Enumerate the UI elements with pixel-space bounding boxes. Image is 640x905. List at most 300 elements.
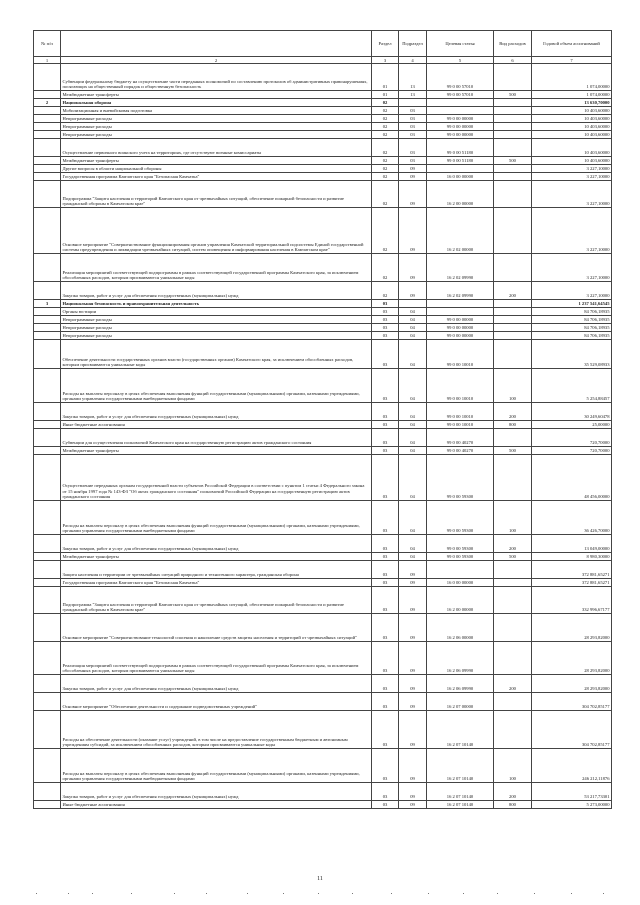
row-section: 02 — [372, 181, 399, 208]
row-name: Межбюджетные трансферты — [61, 91, 372, 99]
row-section: 03 — [372, 535, 399, 553]
row-section: 03 — [372, 749, 399, 783]
row-amount: 28 293,82000 — [532, 642, 612, 675]
row-number — [34, 157, 61, 165]
row-target-article: 99 0 00 40270 — [427, 447, 494, 455]
row-target-article: 99 0 00 00000 — [427, 115, 494, 123]
row-expense-type — [494, 254, 532, 282]
row-target-article: 99 0 00 10010 — [427, 421, 494, 429]
row-expense-type — [494, 455, 532, 501]
row-amount: 36 426,70000 — [532, 501, 612, 535]
row-section: 03 — [372, 403, 399, 421]
table-header-row — [34, 31, 612, 57]
row-subsection: 09 — [399, 208, 427, 254]
row-section: 03 — [372, 711, 399, 749]
row-number — [34, 123, 61, 131]
table-row — [34, 324, 612, 332]
row-subsection: 03 — [399, 123, 427, 131]
row-target-article: 99 0 00 10010 — [427, 340, 494, 369]
row-expense-type — [494, 429, 532, 447]
row-amount: 35 529,08933 — [532, 340, 612, 369]
column-number: 6 — [494, 57, 532, 64]
row-amount: 3 227,10000 — [532, 208, 612, 254]
row-section: 03 — [372, 316, 399, 324]
row-amount: 720,70000 — [532, 429, 612, 447]
row-target-article: 16 2 07 10140 — [427, 749, 494, 783]
table-row — [34, 115, 612, 123]
row-number — [34, 316, 61, 324]
row-number — [34, 340, 61, 369]
row-number: 2 — [34, 99, 61, 107]
table-row — [34, 455, 612, 501]
table-row — [34, 99, 612, 107]
row-number — [34, 173, 61, 181]
row-name: Мобилизационная и вневойсковая подготовка — [61, 107, 372, 115]
row-section: 02 — [372, 208, 399, 254]
table-row — [34, 254, 612, 282]
row-subsection: 04 — [399, 501, 427, 535]
row-number — [34, 614, 61, 642]
row-expense-type — [494, 332, 532, 340]
budget-allocation-table — [33, 30, 612, 809]
page-number: 11 — [317, 876, 323, 882]
row-target-article: 99 0 00 00000 — [427, 123, 494, 131]
row-subsection: 09 — [399, 801, 427, 809]
table-row — [34, 369, 612, 403]
row-name: Закупка товаров, работ и услуг для обеспечения государственных (муниципальных) нужд — [61, 282, 372, 300]
row-subsection: 04 — [399, 535, 427, 553]
row-name: Подпрограмма "Защита населения и территорий Камчатского края от чрезвычайных ситуаций, обеспечение пожарной безопасности и развитие гражданской обороны в Камчатском крае" — [61, 181, 372, 208]
row-number — [34, 282, 61, 300]
row-name: Национальная оборона — [61, 99, 372, 107]
row-amount: 30 249,60478 — [532, 403, 612, 421]
row-number — [34, 107, 61, 115]
row-name: Закупка товаров, работ и услуг для обеспечения государственных (муниципальных) нужд — [61, 403, 372, 421]
row-target-article: 99 0 00 51180 — [427, 157, 494, 165]
row-name: Непрограммные расходы — [61, 324, 372, 332]
row-amount: 10 403,60000 — [532, 157, 612, 165]
row-amount: 3 227,10000 — [532, 165, 612, 173]
row-name: Субвенции федеральному бюджету на осуществление части переданных полномочий по составлению протоколов об административных правонарушениях, посягающих на общественный порядок и общественную безопасность — [61, 64, 372, 91]
column-number: 2 — [61, 57, 372, 64]
row-subsection: 03 — [399, 115, 427, 123]
row-amount: 28 293,82000 — [532, 675, 612, 693]
row-number — [34, 139, 61, 157]
row-section: 03 — [372, 501, 399, 535]
row-amount: 332 996,67177 — [532, 587, 612, 614]
row-subsection — [399, 300, 427, 308]
row-subsection: 09 — [399, 561, 427, 579]
table-row — [34, 614, 612, 642]
row-number — [34, 501, 61, 535]
row-number — [34, 801, 61, 809]
row-subsection: 09 — [399, 579, 427, 587]
row-expense-type — [494, 64, 532, 91]
row-number — [34, 165, 61, 173]
row-expense-type — [494, 579, 532, 587]
row-subsection: 03 — [399, 157, 427, 165]
row-section: 03 — [372, 587, 399, 614]
row-amount: 8 980,30000 — [532, 553, 612, 561]
table-row — [34, 173, 612, 181]
row-subsection: 04 — [399, 369, 427, 403]
table-row — [34, 553, 612, 561]
row-target-article — [427, 99, 494, 107]
row-expense-type — [494, 181, 532, 208]
table-row — [34, 308, 612, 316]
table-row — [34, 429, 612, 447]
row-number — [34, 369, 61, 403]
row-name: Расходы на выплаты персоналу в целях обеспечения выполнения функций государственными (муниципальными) органами, казенными учреждениями, органами управления государственными внебюджетными фондами — [61, 749, 372, 783]
row-section: 03 — [372, 642, 399, 675]
row-name: Основное мероприятие "Обеспечение деятельности и содержание подведомственных учреждений" — [61, 693, 372, 711]
row-number — [34, 429, 61, 447]
table-row — [34, 131, 612, 139]
row-subsection: 09 — [399, 254, 427, 282]
row-amount: 246 212,11876 — [532, 749, 612, 783]
row-expense-type — [494, 165, 532, 173]
row-name: Расходы на выплаты персоналу в целях обеспечения выполнения функций государственными (муниципальными) органами, казенными учреждениями, органами управления государственными внебюджетными фондами — [61, 501, 372, 535]
row-name: Основное мероприятие "Совершенствование функционирования органов управления Камчатской территориальной подсистемы Единой государственной системы предупреждения и ликвидации чрезвычайных ситуаций, систем оповещения и информирования населения в Камчатском крае" — [61, 208, 372, 254]
row-target-article: 16 2 06 09990 — [427, 675, 494, 693]
table-row — [34, 561, 612, 579]
row-expense-type — [494, 99, 532, 107]
header-target-article: Целевая статья — [427, 31, 494, 57]
row-amount: 84 706,18935 — [532, 316, 612, 324]
row-amount: 1 074,00000 — [532, 91, 612, 99]
row-amount: 10 403,60000 — [532, 115, 612, 123]
header-expense-type: Вид расходов — [494, 31, 532, 57]
row-section: 02 — [372, 131, 399, 139]
row-expense-type: 500 — [494, 553, 532, 561]
row-target-article: 99 0 00 00000 — [427, 324, 494, 332]
row-target-article: 99 0 00 00000 — [427, 316, 494, 324]
row-amount: 10 403,60000 — [532, 107, 612, 115]
row-subsection: 04 — [399, 429, 427, 447]
row-subsection: 09 — [399, 173, 427, 181]
table-row — [34, 587, 612, 614]
row-number — [34, 131, 61, 139]
row-number — [34, 421, 61, 429]
row-subsection: 09 — [399, 181, 427, 208]
table-row — [34, 181, 612, 208]
row-amount: 304 702,85177 — [532, 711, 612, 749]
row-section: 03 — [372, 579, 399, 587]
row-subsection: 09 — [399, 693, 427, 711]
row-expense-type: 500 — [494, 91, 532, 99]
row-name: Межбюджетные трансферты — [61, 553, 372, 561]
row-target-article: 99 0 00 10010 — [427, 369, 494, 403]
row-section: 03 — [372, 429, 399, 447]
row-section: 03 — [372, 675, 399, 693]
row-subsection: 04 — [399, 403, 427, 421]
row-subsection: 04 — [399, 316, 427, 324]
row-section: 02 — [372, 173, 399, 181]
row-expense-type — [494, 587, 532, 614]
row-name: Межбюджетные трансферты — [61, 157, 372, 165]
row-subsection — [399, 99, 427, 107]
table-row — [34, 64, 612, 91]
row-number — [34, 308, 61, 316]
row-expense-type — [494, 123, 532, 131]
row-expense-type — [494, 693, 532, 711]
row-amount: 372 881,65271 — [532, 561, 612, 579]
row-section: 02 — [372, 107, 399, 115]
row-expense-type — [494, 316, 532, 324]
row-target-article: 99 0 00 00000 — [427, 332, 494, 340]
row-section: 03 — [372, 561, 399, 579]
row-number — [34, 675, 61, 693]
row-amount: 720,70000 — [532, 447, 612, 455]
row-number — [34, 693, 61, 711]
row-target-article: 16 2 02 00000 — [427, 208, 494, 254]
row-section: 02 — [372, 99, 399, 107]
row-section: 03 — [372, 300, 399, 308]
row-section: 02 — [372, 165, 399, 173]
scan-artifact-dots — [0, 893, 640, 897]
row-expense-type — [494, 131, 532, 139]
column-number: 3 — [372, 57, 399, 64]
row-subsection: 09 — [399, 587, 427, 614]
row-subsection: 04 — [399, 455, 427, 501]
row-section: 02 — [372, 139, 399, 157]
row-target-article: 16 2 07 00000 — [427, 693, 494, 711]
row-number — [34, 553, 61, 561]
row-section: 03 — [372, 614, 399, 642]
row-name: Субвенции для осуществления полномочий Камчатского края на государственную регистрацию актов гражданского состояния — [61, 429, 372, 447]
table-row — [34, 208, 612, 254]
row-target-article — [427, 300, 494, 308]
row-name: Непрограммные расходы — [61, 332, 372, 340]
row-target-article: 99 0 00 59300 — [427, 501, 494, 535]
row-amount: 10 403,60000 — [532, 139, 612, 157]
row-expense-type — [494, 115, 532, 123]
row-target-article: 16 2 00 00000 — [427, 587, 494, 614]
row-subsection: 03 — [399, 131, 427, 139]
row-amount: 25,00000 — [532, 421, 612, 429]
row-amount: 3 227,10000 — [532, 254, 612, 282]
row-number — [34, 455, 61, 501]
row-amount: 84 706,18935 — [532, 332, 612, 340]
row-name: Подпрограмма "Защита населения и территорий Камчатского края от чрезвычайных ситуаций, обеспечение пожарной безопасности и развитие гражданской обороны в Камчатском крае" — [61, 587, 372, 614]
row-number — [34, 783, 61, 801]
row-target-article: 16 2 07 10140 — [427, 783, 494, 801]
row-section: 02 — [372, 123, 399, 131]
row-number — [34, 447, 61, 455]
row-name: Осуществление первичного воинского учета на территориях, где отсутствуют военные комиссариаты — [61, 139, 372, 157]
row-name: Государственная программа Камчатского края "Безопасная Камчатка" — [61, 579, 372, 587]
column-number: 5 — [427, 57, 494, 64]
row-subsection: 09 — [399, 614, 427, 642]
row-target-article: 99 0 00 40270 — [427, 429, 494, 447]
header-number: № п/п — [34, 31, 61, 57]
row-expense-type: 200 — [494, 282, 532, 300]
row-name: Национальная безопасность и правоохранительная деятельность — [61, 300, 372, 308]
table-row — [34, 501, 612, 535]
row-number — [34, 91, 61, 99]
row-target-article: 99 0 00 00000 — [427, 131, 494, 139]
row-number — [34, 579, 61, 587]
row-number — [34, 64, 61, 91]
row-name: Расходы на обеспечение деятельности (оказание услуг) учреждений, в том числе на предоставление государственным бюджетным и автономным учреждениям субсидий, за исключением обособленных расходов, которым присваиваются уникальные коды — [61, 711, 372, 749]
table-row — [34, 282, 612, 300]
row-expense-type — [494, 208, 532, 254]
row-section: 03 — [372, 801, 399, 809]
row-section: 02 — [372, 157, 399, 165]
row-amount: 84 706,18935 — [532, 324, 612, 332]
row-number — [34, 587, 61, 614]
row-target-article: 16 2 06 09990 — [427, 642, 494, 675]
row-expense-type — [494, 340, 532, 369]
table-row — [34, 107, 612, 115]
table-row — [34, 801, 612, 809]
row-subsection: 09 — [399, 749, 427, 783]
row-number — [34, 332, 61, 340]
row-number — [34, 254, 61, 282]
row-number — [34, 403, 61, 421]
row-target-article — [427, 107, 494, 115]
column-number-row — [34, 57, 612, 64]
table-row — [34, 340, 612, 369]
row-amount: 10 403,60000 — [532, 123, 612, 131]
row-number: 3 — [34, 300, 61, 308]
row-subsection: 09 — [399, 165, 427, 173]
row-expense-type: 200 — [494, 403, 532, 421]
row-name: Другие вопросы в области национальной обороны — [61, 165, 372, 173]
row-amount: 5 254,88457 — [532, 369, 612, 403]
row-section: 03 — [372, 308, 399, 316]
row-section: 03 — [372, 324, 399, 332]
row-expense-type — [494, 614, 532, 642]
header-section: Раздел — [372, 31, 399, 57]
table-row — [34, 447, 612, 455]
row-target-article: 99 0 00 51180 — [427, 139, 494, 157]
row-section: 02 — [372, 254, 399, 282]
table-row — [34, 693, 612, 711]
row-amount: 5 273,00000 — [532, 801, 612, 809]
row-expense-type — [494, 139, 532, 157]
row-name: Закупка товаров, работ и услуг для обеспечения государственных (муниципальных) нужд — [61, 783, 372, 801]
row-name: Непрограммные расходы — [61, 316, 372, 324]
row-name: Обеспечение деятельности государственных органов власти (государственных органов) Камчатского края, за исключением обособленных расходов, которым присваиваются уникальные коды — [61, 340, 372, 369]
row-number — [34, 561, 61, 579]
row-amount: 48 456,00000 — [532, 455, 612, 501]
table-row — [34, 749, 612, 783]
row-expense-type: 500 — [494, 447, 532, 455]
row-expense-type — [494, 642, 532, 675]
row-number — [34, 115, 61, 123]
row-target-article: 16 2 07 10140 — [427, 801, 494, 809]
row-subsection: 13 — [399, 64, 427, 91]
table-row — [34, 675, 612, 693]
table-row — [34, 157, 612, 165]
row-subsection: 04 — [399, 340, 427, 369]
row-subsection: 04 — [399, 421, 427, 429]
row-expense-type: 100 — [494, 369, 532, 403]
row-expense-type: 800 — [494, 421, 532, 429]
row-target-article: 16 2 02 09990 — [427, 254, 494, 282]
row-name: Межбюджетные трансферты — [61, 447, 372, 455]
row-section: 02 — [372, 282, 399, 300]
row-name: Основное мероприятие "Совершенствование технологий спасения и накопление средств защиты населения и территорий от чрезвычайных ситуаций" — [61, 614, 372, 642]
row-target-article — [427, 165, 494, 173]
row-target-article: 16 2 00 00000 — [427, 181, 494, 208]
row-section: 03 — [372, 455, 399, 501]
row-expense-type: 100 — [494, 749, 532, 783]
row-target-article — [427, 561, 494, 579]
row-target-article: 99 0 00 57010 — [427, 91, 494, 99]
row-target-article: 99 0 00 57010 — [427, 64, 494, 91]
row-expense-type — [494, 324, 532, 332]
row-name: Непрограммные расходы — [61, 115, 372, 123]
row-number — [34, 535, 61, 553]
row-amount: 3 227,10000 — [532, 282, 612, 300]
row-subsection: 03 — [399, 107, 427, 115]
table-row — [34, 711, 612, 749]
table-row — [34, 642, 612, 675]
row-name: Закупка товаров, работ и услуг для обеспечения государственных (муниципальных) нужд — [61, 535, 372, 553]
table-row — [34, 421, 612, 429]
column-number: 1 — [34, 57, 61, 64]
table-row — [34, 123, 612, 131]
row-name: Закупка товаров, работ и услуг для обеспечения государственных (муниципальных) нужд — [61, 675, 372, 693]
row-name: Органы юстиции — [61, 308, 372, 316]
row-amount: 13 630,70000 — [532, 99, 612, 107]
row-name: Непрограммные расходы — [61, 123, 372, 131]
row-subsection: 04 — [399, 447, 427, 455]
row-section: 03 — [372, 340, 399, 369]
row-number — [34, 208, 61, 254]
row-name: Реализация мероприятий соответствующей подпрограммы в рамках соответствующей государственной программы Камчатского края, за исключением обособленных расходов, которым присваиваются уникальные коды — [61, 254, 372, 282]
header-name — [61, 31, 372, 57]
row-name: Иные бюджетные ассигнования — [61, 801, 372, 809]
table-row — [34, 332, 612, 340]
row-amount: 3 227,10000 — [532, 181, 612, 208]
row-target-article: 99 0 00 59300 — [427, 553, 494, 561]
row-expense-type: 800 — [494, 801, 532, 809]
row-amount: 84 706,18935 — [532, 308, 612, 316]
row-expense-type — [494, 300, 532, 308]
row-amount: 28 293,82000 — [532, 614, 612, 642]
row-section: 01 — [372, 91, 399, 99]
table-row — [34, 165, 612, 173]
row-expense-type — [494, 308, 532, 316]
row-amount: 10 403,60000 — [532, 131, 612, 139]
row-number — [34, 711, 61, 749]
table-row — [34, 403, 612, 421]
row-subsection: 04 — [399, 324, 427, 332]
row-section: 03 — [372, 447, 399, 455]
row-target-article: 16 2 07 10140 — [427, 711, 494, 749]
row-target-article: 99 0 00 59300 — [427, 455, 494, 501]
row-target-article: 16 0 00 00000 — [427, 173, 494, 181]
table-row — [34, 579, 612, 587]
table-row — [34, 535, 612, 553]
row-number — [34, 181, 61, 208]
row-amount: 53 217,73301 — [532, 783, 612, 801]
row-section: 02 — [372, 115, 399, 123]
row-subsection: 09 — [399, 711, 427, 749]
row-expense-type — [494, 173, 532, 181]
row-name: Реализация мероприятий соответствующей подпрограммы в рамках соответствующей государственной программы Камчатского края, за исключением обособленных расходов, которым присваиваются уникальные коды — [61, 642, 372, 675]
row-name: Государственная программа Камчатского края "Безопасная Камчатка" — [61, 173, 372, 181]
table-row — [34, 300, 612, 308]
row-amount: 1 237 541,64545 — [532, 300, 612, 308]
row-amount: 304 702,85177 — [532, 693, 612, 711]
row-name: Защита населения и территории от чрезвычайных ситуаций природного и техногенного характера, гражданская оборона — [61, 561, 372, 579]
row-name: Расходы на выплаты персоналу в целях обеспечения выполнения функций государственными (муниципальными) органами, казенными учреждениями, органами управления государственными внебюджетными фондами — [61, 369, 372, 403]
row-number — [34, 642, 61, 675]
